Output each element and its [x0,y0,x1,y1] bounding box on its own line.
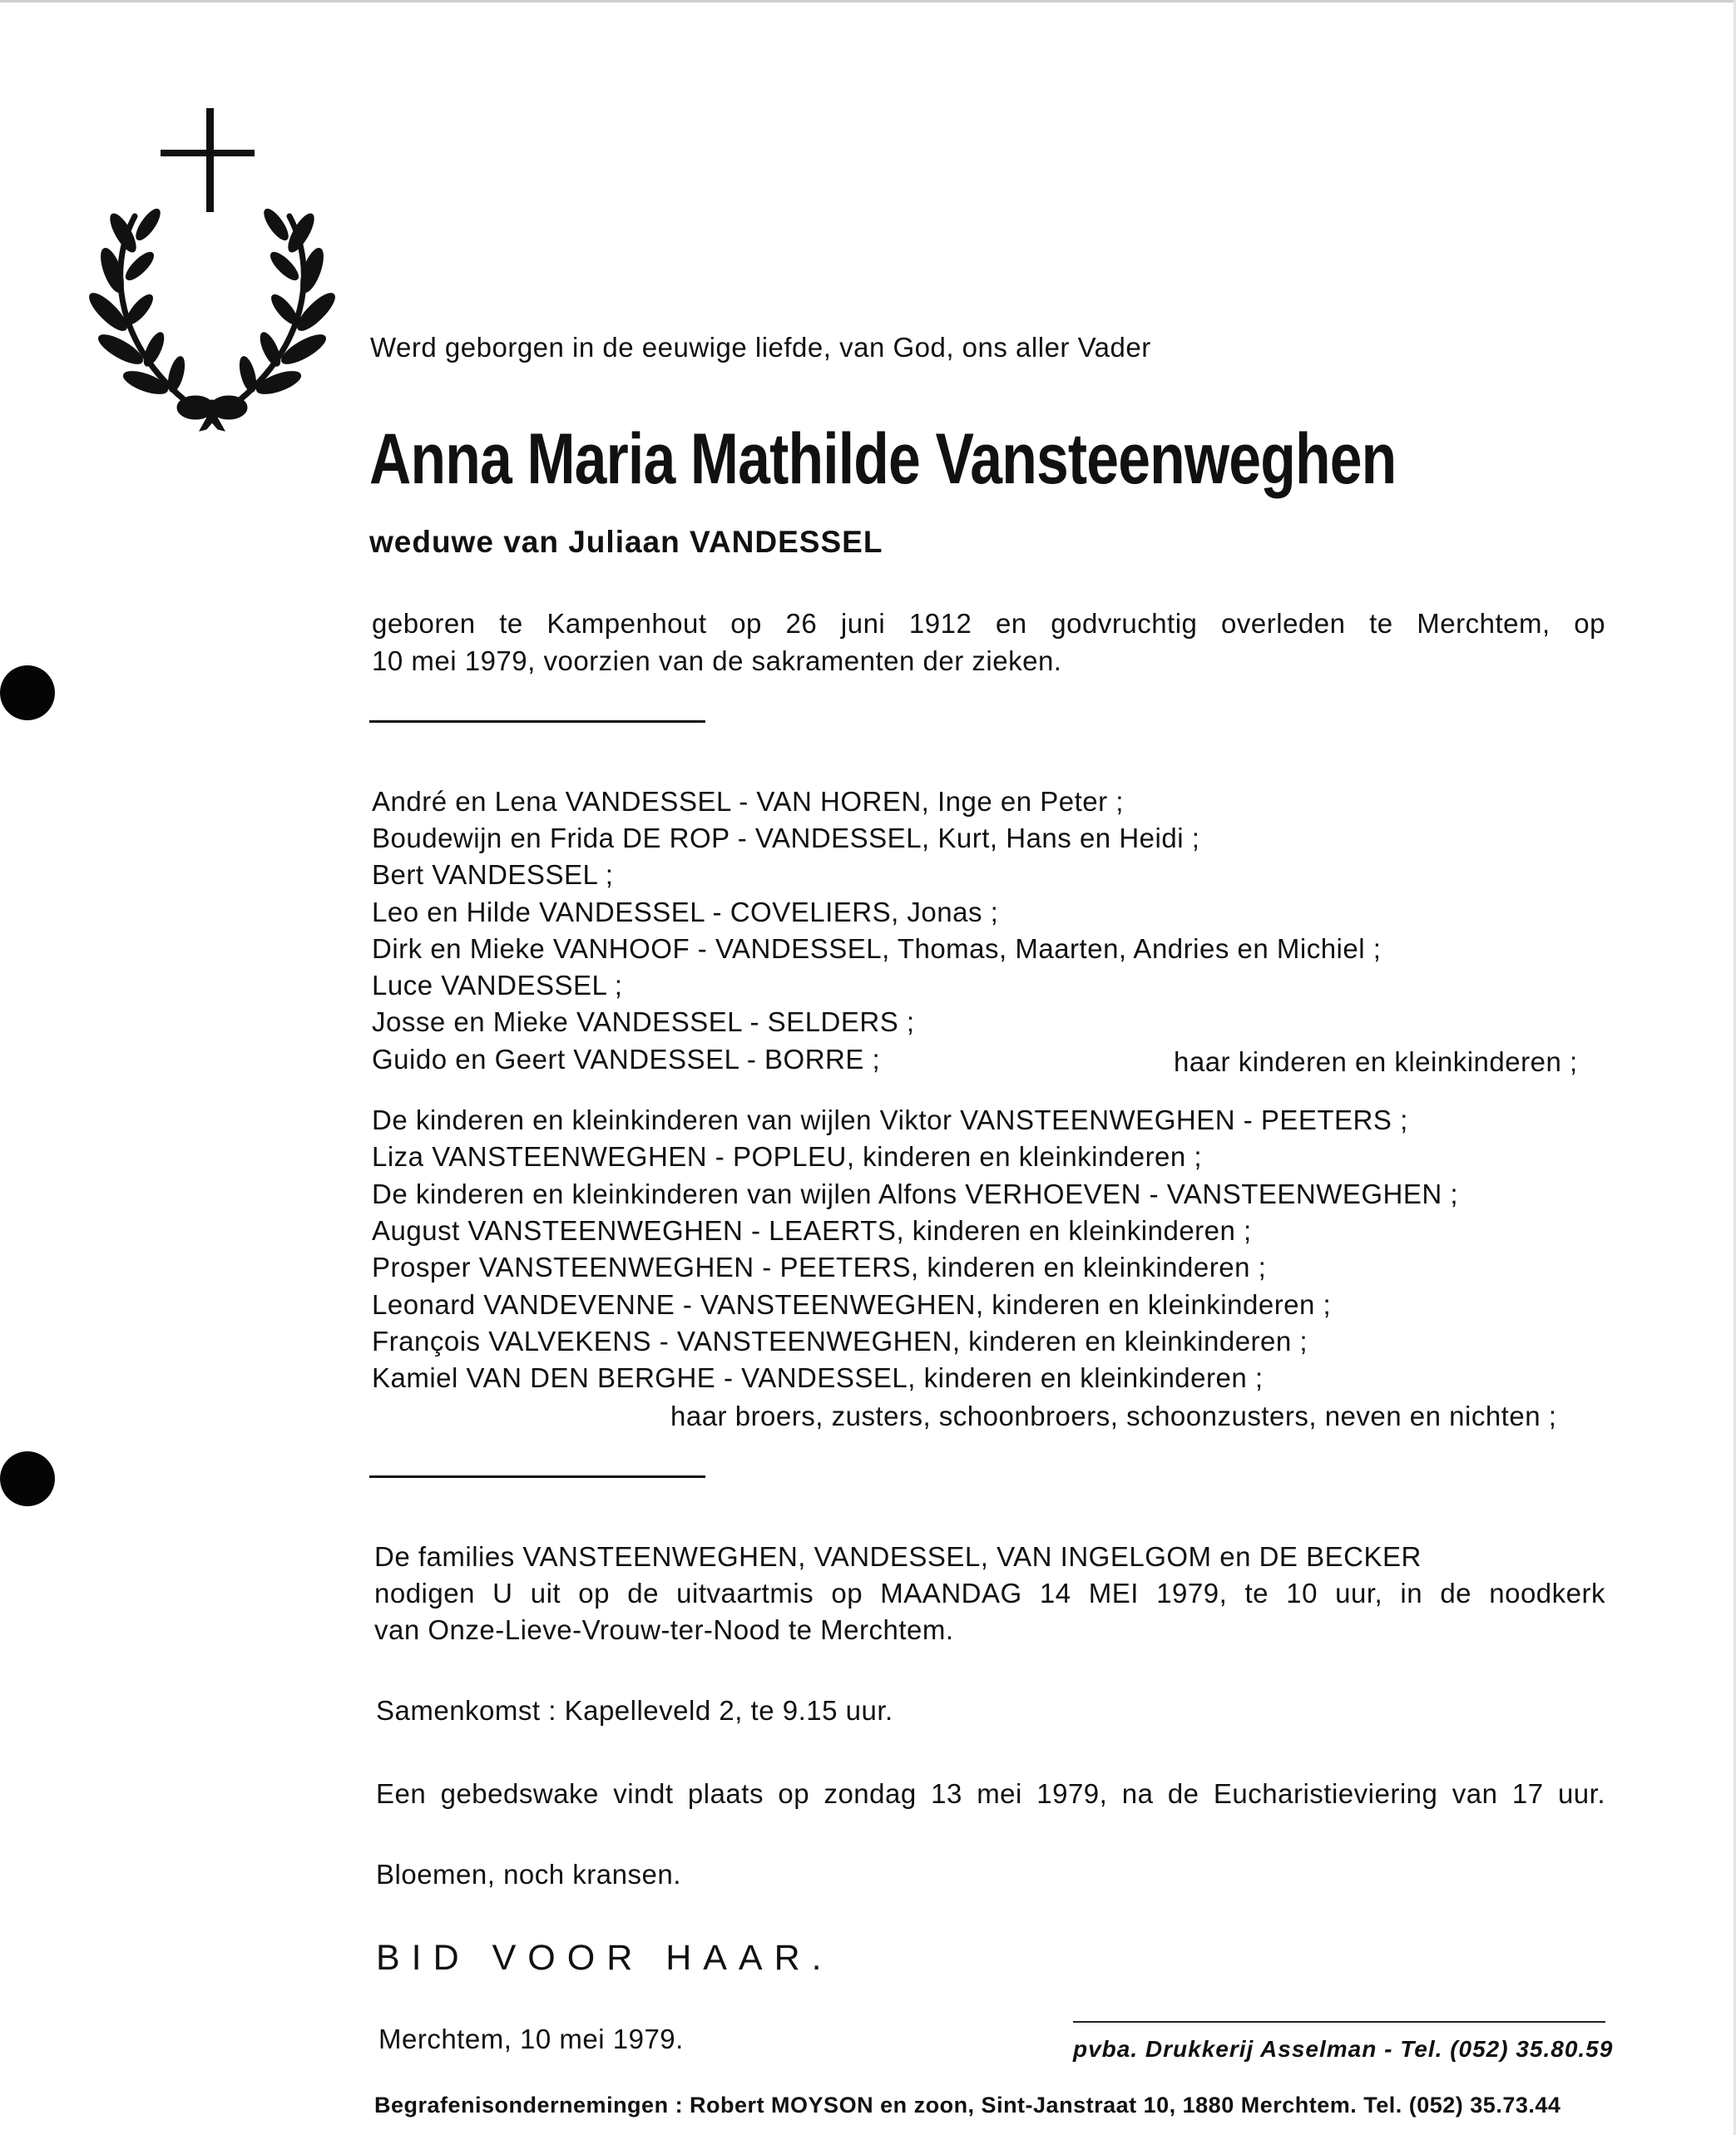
birth-death-line-1: geboren te Kampenhout op 26 juni 1912 en godvruchtig overleden te Merchtem, op [372,608,1605,639]
printer-credit: pvba. Drukkerij Asselman - Tel. (052) 35.80.59 [1073,2036,1614,2062]
cross-wreath-icon [75,100,349,432]
punch-hole-icon [0,1451,55,1506]
children-line: Boudewijn en Frida DE ROP - VANDESSEL, Kurt, Hans en Heidi ; [372,823,1200,853]
siblings-line: De kinderen en kleinkinderen van wijlen Alfons VERHOEVEN - VANSTEENWEGHEN ; [372,1179,1459,1209]
birth-death-line-2: 10 mei 1979, voorzien van de sakramenten der zieken. [372,645,1062,676]
invitation-line-1: De families VANSTEENWEGHEN, VANDESSEL, VAN INGELGOM en DE BECKER [374,1541,1422,1572]
punch-hole-icon [0,665,55,720]
header-line: Werd geborgen in de eeuwige liefde, van God, ons aller Vader [370,332,1151,363]
children-line: Dirk en Mieke VANHOOF - VANDESSEL, Thomas, Maarten, Andries en Michiel ; [372,933,1382,964]
prayer: BID VOOR HAAR. [376,1938,833,1978]
children-label: haar kinderen en kleinkinderen ; [1174,1046,1578,1077]
siblings-line: François VALVEKENS - VANSTEENWEGHEN, kinderen en kleinkinderen ; [372,1326,1308,1357]
siblings-line: August VANSTEENWEGHEN - LEAERTS, kinderen en kleinkinderen ; [372,1215,1252,1246]
siblings-line: Kamiel VAN DEN BERGHE - VANDESSEL, kinderen en kleinkinderen ; [372,1362,1264,1393]
deceased-name: Anna Maria Mathilde Vansteenweghen [369,419,1397,499]
siblings-line: Leonard VANDEVENNE - VANSTEENWEGHEN, kinderen en kleinkinderen ; [372,1289,1332,1320]
children-line: Luce VANDESSEL ; [372,970,623,1001]
children-line: Guido en Geert VANDESSEL - BORRE ; [372,1044,881,1075]
siblings-label: haar broers, zusters, schoonbroers, schoonzusters, neven en nichten ; [670,1401,1557,1431]
widow-of: weduwe van Juliaan VANDESSEL [369,525,883,559]
divider [369,720,705,723]
printer-rule [1073,2021,1605,2023]
children-line: Bert VANDESSEL ; [372,859,614,890]
divider [369,1475,705,1478]
page-top-edge [0,0,1736,2]
place-date: Merchtem, 10 mei 1979. [378,2024,684,2054]
siblings-line: Liza VANSTEENWEGHEN - POPLEU, kinderen en kleinkinderen ; [372,1141,1203,1172]
vigil: Een gebedswake vindt plaats op zondag 13 mei 1979, na de Eucharistieviering van 17 uur. [376,1778,1605,1809]
siblings-line: Prosper VANSTEENWEGHEN - PEETERS, kinderen en kleinkinderen ; [372,1252,1267,1282]
funeral-home: Begrafenisondernemingen : Robert MOYSON en zoon, Sint-Janstraat 10, 1880 Merchtem. Tel. (052) 35.73.44 [374,2093,1561,2118]
children-line: André en Lena VANDESSEL - VAN HOREN, Inge en Peter ; [372,786,1124,817]
siblings-line: De kinderen en kleinkinderen van wijlen Viktor VANSTEENWEGHEN - PEETERS ; [372,1105,1408,1135]
children-line: Leo en Hilde VANDESSEL - COVELIERS, Jonas ; [372,897,999,927]
invitation-line-2: nodigen U uit op de uitvaartmis op MAANDAG 14 MEI 1979, te 10 uur, in de noodkerk [374,1578,1605,1609]
invitation-line-3: van Onze-Lieve-Vrouw-ter-Nood te Merchtem. [374,1614,954,1645]
flowers: Bloemen, noch kransen. [376,1859,681,1890]
gathering: Samenkomst : Kapelleveld 2, te 9.15 uur. [376,1695,893,1726]
children-line: Josse en Mieke VANDESSEL - SELDERS ; [372,1006,915,1037]
